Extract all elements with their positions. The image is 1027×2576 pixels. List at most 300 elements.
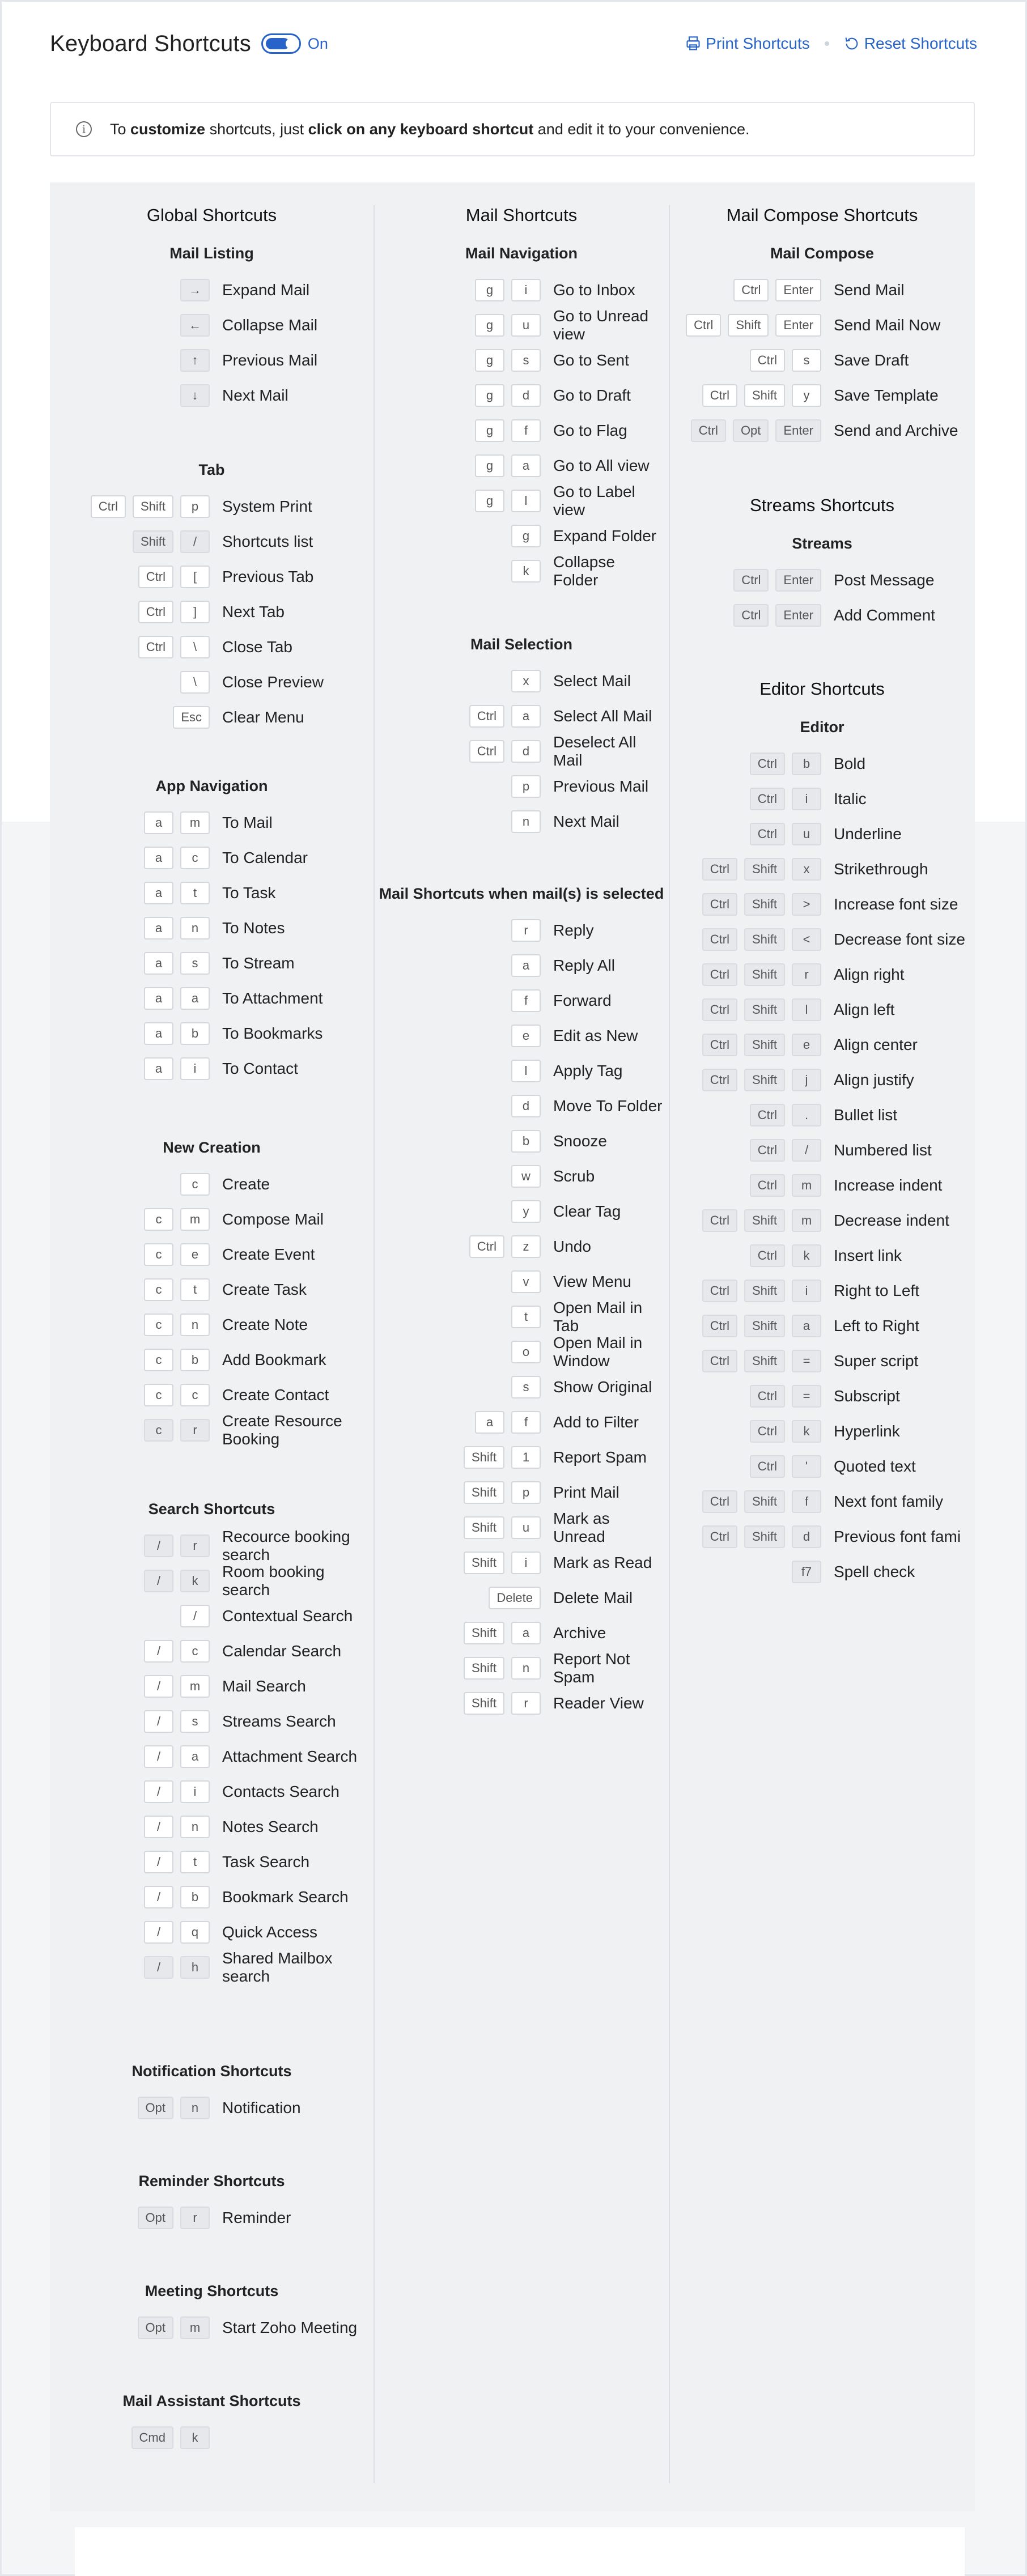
- key-cap[interactable]: g: [475, 454, 504, 477]
- shortcut-keys[interactable]: [50, 1921, 210, 1944]
- key-cap[interactable]: m: [792, 1174, 821, 1197]
- shortcut-row-streams-search[interactable]: [50, 1708, 374, 1735]
- shortcut-row-open-mail-in-tab[interactable]: [374, 1299, 669, 1334]
- shortcut-row-next-font-family[interactable]: [669, 1488, 975, 1515]
- key-cap[interactable]: Ctrl: [702, 1490, 737, 1513]
- key-cap[interactable]: e: [511, 1025, 541, 1047]
- key-cap[interactable]: m: [180, 1675, 210, 1698]
- shortcut-row-add-to-filter[interactable]: [374, 1409, 669, 1436]
- shortcut-row-close-tab[interactable]: [50, 634, 374, 661]
- shortcut-keys[interactable]: [50, 2097, 210, 2119]
- key-cap[interactable]: r: [180, 1534, 210, 1557]
- key-cap[interactable]: Shift: [728, 314, 769, 337]
- shortcut-keys[interactable]: [374, 740, 541, 763]
- shortcut-row-reminder[interactable]: [50, 2204, 374, 2231]
- shortcut-keys[interactable]: [669, 1209, 821, 1232]
- key-cap[interactable]: /: [180, 530, 210, 553]
- key-cap[interactable]: b: [511, 1130, 541, 1153]
- key-cap[interactable]: s: [511, 349, 541, 372]
- shortcut-keys[interactable]: [669, 928, 821, 951]
- shortcut-keys[interactable]: [374, 1446, 541, 1469]
- key-cap[interactable]: a: [180, 1745, 210, 1768]
- shortcut-keys[interactable]: [374, 1130, 541, 1153]
- key-cap[interactable]: /: [144, 1745, 173, 1768]
- shortcut-keys[interactable]: [50, 1640, 210, 1663]
- key-cap[interactable]: b: [180, 1886, 210, 1908]
- key-cap[interactable]: f7: [792, 1561, 821, 1583]
- shortcut-row-send-and-archive[interactable]: [669, 417, 975, 444]
- shortcut-keys[interactable]: [50, 882, 210, 904]
- key-cap[interactable]: Ctrl: [733, 569, 769, 592]
- shortcut-row-previous-mail[interactable]: [374, 773, 669, 800]
- key-cap[interactable]: e: [792, 1034, 821, 1056]
- shortcut-keys[interactable]: [669, 1420, 821, 1443]
- shortcut-row-right-to-left[interactable]: [669, 1277, 975, 1304]
- shortcut-row-add-comment[interactable]: [669, 602, 975, 629]
- shortcut-row-undo[interactable]: [374, 1233, 669, 1260]
- shortcut-row-bookmark-search[interactable]: [50, 1884, 374, 1911]
- key-cap[interactable]: i: [180, 1780, 210, 1803]
- key-cap[interactable]: s: [180, 952, 210, 975]
- shortcut-keys[interactable]: [374, 919, 541, 942]
- shortcut-keys[interactable]: [669, 1350, 821, 1372]
- shortcut-row-delete-mail[interactable]: [374, 1584, 669, 1612]
- shortcut-row-collapse-mail[interactable]: [50, 312, 374, 339]
- shortcut-keys[interactable]: [374, 1587, 541, 1609]
- shortcut-keys[interactable]: [374, 1270, 541, 1293]
- key-cap[interactable]: m: [180, 1208, 210, 1231]
- shortcut-keys[interactable]: [669, 1525, 821, 1548]
- key-cap[interactable]: /: [144, 1675, 173, 1698]
- key-cap[interactable]: a: [144, 1022, 173, 1045]
- shortcut-keys[interactable]: [669, 858, 821, 881]
- shortcut-keys[interactable]: [50, 1243, 210, 1266]
- shortcut-keys[interactable]: [669, 963, 821, 986]
- key-cap[interactable]: c: [180, 847, 210, 869]
- shortcut-keys[interactable]: [50, 1816, 210, 1838]
- key-cap[interactable]: c: [144, 1313, 173, 1336]
- shortcut-row-create-event[interactable]: [50, 1241, 374, 1268]
- shortcut-row-notification[interactable]: [50, 2094, 374, 2122]
- shortcut-keys[interactable]: [50, 384, 210, 407]
- key-cap[interactable]: z: [511, 1235, 541, 1258]
- key-cap[interactable]: Ctrl: [702, 1525, 737, 1548]
- shortcut-keys[interactable]: [374, 454, 541, 477]
- shortcut-keys[interactable]: [374, 1516, 541, 1539]
- shortcut-keys[interactable]: [50, 636, 210, 658]
- shortcut-row-deselect-all-mail[interactable]: [374, 733, 669, 769]
- key-cap[interactable]: f: [511, 419, 541, 442]
- key-cap[interactable]: Shift: [744, 858, 785, 881]
- key-cap[interactable]: Ctrl: [750, 788, 785, 810]
- key-cap[interactable]: Shift: [464, 1692, 504, 1715]
- shortcut-keys[interactable]: [50, 917, 210, 940]
- shortcut-keys[interactable]: [374, 989, 541, 1012]
- key-cap[interactable]: [: [180, 566, 210, 588]
- shortcut-keys[interactable]: [50, 847, 210, 869]
- key-cap[interactable]: →: [180, 279, 210, 301]
- key-cap[interactable]: Shift: [744, 1069, 785, 1091]
- key-cap[interactable]: b: [180, 1349, 210, 1371]
- key-cap[interactable]: p: [180, 495, 210, 518]
- key-cap[interactable]: >: [792, 893, 821, 916]
- reset-shortcuts-button[interactable]: [844, 35, 977, 53]
- key-cap[interactable]: Enter: [775, 604, 821, 627]
- key-cap[interactable]: s: [511, 1376, 541, 1398]
- shortcut-keys[interactable]: [669, 1244, 821, 1267]
- key-cap[interactable]: Ctrl: [702, 384, 737, 407]
- shortcut-row-to-calendar[interactable]: [50, 844, 374, 872]
- key-cap[interactable]: /: [144, 1570, 173, 1592]
- shortcut-keys[interactable]: [374, 279, 541, 301]
- shortcut-row-next-tab[interactable]: [50, 598, 374, 626]
- shortcut-keys[interactable]: [50, 601, 210, 623]
- key-cap[interactable]: c: [180, 1384, 210, 1406]
- shortcut-keys[interactable]: [669, 1315, 821, 1337]
- shortcut-keys[interactable]: [50, 1349, 210, 1371]
- key-cap[interactable]: Shift: [133, 495, 173, 518]
- shortcut-row-previous-mail[interactable]: [50, 347, 374, 374]
- shortcut-keys[interactable]: [374, 775, 541, 798]
- key-cap[interactable]: k: [180, 2426, 210, 2449]
- shortcut-keys[interactable]: [50, 1278, 210, 1301]
- key-cap[interactable]: c: [180, 1173, 210, 1196]
- shortcut-row-create-resource-booking[interactable]: [50, 1412, 374, 1448]
- shortcut-row-create-task[interactable]: [50, 1276, 374, 1303]
- key-cap[interactable]: l: [511, 490, 541, 512]
- shortcut-keys[interactable]: [50, 671, 210, 694]
- shortcut-row-increase-indent[interactable]: [669, 1172, 975, 1199]
- key-cap[interactable]: /: [144, 1816, 173, 1838]
- shortcut-keys[interactable]: [50, 314, 210, 337]
- key-cap[interactable]: k: [792, 1244, 821, 1267]
- shortcut-keys[interactable]: [50, 2207, 210, 2229]
- key-cap[interactable]: t: [511, 1306, 541, 1328]
- key-cap[interactable]: t: [180, 1851, 210, 1873]
- key-cap[interactable]: n: [180, 1816, 210, 1838]
- key-cap[interactable]: Shift: [464, 1516, 504, 1539]
- shortcut-keys[interactable]: [669, 893, 821, 916]
- shortcut-row-strikethrough[interactable]: [669, 856, 975, 883]
- key-cap[interactable]: b: [792, 753, 821, 775]
- shortcut-keys[interactable]: [669, 604, 821, 627]
- shortcut-row-create-note[interactable]: [50, 1311, 374, 1338]
- key-cap[interactable]: l: [792, 998, 821, 1021]
- key-cap[interactable]: Ctrl: [702, 1209, 737, 1232]
- key-cap[interactable]: Ctrl: [733, 604, 769, 627]
- key-cap[interactable]: a: [144, 882, 173, 904]
- key-cap[interactable]: =: [792, 1385, 821, 1408]
- key-cap[interactable]: Ctrl: [702, 928, 737, 951]
- key-cap[interactable]: Ctrl: [702, 1350, 737, 1372]
- shortcut-row-underline[interactable]: [669, 821, 975, 848]
- shortcut-keys[interactable]: [669, 1490, 821, 1513]
- shortcut-keys[interactable]: [669, 569, 821, 592]
- key-cap[interactable]: n: [511, 810, 541, 833]
- key-cap[interactable]: /: [180, 1605, 210, 1627]
- key-cap[interactable]: Ctrl: [702, 1280, 737, 1302]
- shortcut-row-clear-menu[interactable]: [50, 704, 374, 731]
- shortcut-row-select-all-mail[interactable]: [374, 703, 669, 730]
- key-cap[interactable]: m: [180, 811, 210, 834]
- key-cap[interactable]: ↓: [180, 384, 210, 407]
- shortcut-keys[interactable]: [374, 1165, 541, 1188]
- shortcut-keys[interactable]: [50, 1605, 210, 1627]
- shortcut-row-snooze[interactable]: [374, 1128, 669, 1155]
- shortcut-row-close-preview[interactable]: [50, 669, 374, 696]
- key-cap[interactable]: Ctrl: [138, 601, 173, 623]
- shortcut-keys[interactable]: [50, 1057, 210, 1080]
- shortcut-row-mark-as-unread[interactable]: [374, 1510, 669, 1545]
- shortcut-keys[interactable]: [669, 1561, 821, 1583]
- shortcut-keys[interactable]: [374, 384, 541, 407]
- shortcut-keys[interactable]: [669, 1455, 821, 1478]
- shortcut-keys[interactable]: [374, 1200, 541, 1223]
- shortcut-keys[interactable]: [669, 1034, 821, 1056]
- shortcut-row-decrease-font-size[interactable]: [669, 926, 975, 953]
- shortcut-keys[interactable]: [374, 1095, 541, 1117]
- shortcut-row-compose-mail[interactable]: [50, 1206, 374, 1233]
- shortcut-keys[interactable]: [50, 952, 210, 975]
- key-cap[interactable]: u: [511, 1516, 541, 1539]
- key-cap[interactable]: Ctrl: [702, 858, 737, 881]
- shortcut-row-calendar-search[interactable]: [50, 1638, 374, 1665]
- shortcut-row-reply[interactable]: [374, 917, 669, 944]
- shortcut-keys[interactable]: [374, 1376, 541, 1398]
- shortcut-row-quick-access[interactable]: [50, 1919, 374, 1946]
- key-cap[interactable]: Enter: [775, 314, 821, 337]
- shortcut-row-go-to-flag[interactable]: [374, 417, 669, 444]
- key-cap[interactable]: i: [511, 279, 541, 301]
- key-cap[interactable]: .: [792, 1104, 821, 1127]
- key-cap[interactable]: s: [792, 349, 821, 372]
- shortcut-keys[interactable]: [50, 1851, 210, 1873]
- key-cap[interactable]: Shift: [464, 1551, 504, 1574]
- key-cap[interactable]: Shift: [744, 963, 785, 986]
- shortcut-row-archive[interactable]: [374, 1619, 669, 1647]
- key-cap[interactable]: Ctrl: [750, 1455, 785, 1478]
- shortcut-keys[interactable]: [50, 1384, 210, 1406]
- key-cap[interactable]: Enter: [775, 419, 821, 442]
- shortcut-keys[interactable]: [374, 1025, 541, 1047]
- shortcut-keys[interactable]: [669, 419, 821, 442]
- shortcut-row-align-right[interactable]: [669, 961, 975, 988]
- key-cap[interactable]: k: [180, 1570, 210, 1592]
- shortcut-keys[interactable]: [669, 753, 821, 775]
- key-cap[interactable]: Shift: [744, 1490, 785, 1513]
- key-cap[interactable]: n: [180, 2097, 210, 2119]
- key-cap[interactable]: Shift: [744, 1350, 785, 1372]
- shortcut-row-go-to-draft[interactable]: [374, 382, 669, 409]
- key-cap[interactable]: a: [792, 1315, 821, 1337]
- shortcut-row-apply-tag[interactable]: [374, 1057, 669, 1085]
- shortcut-keys[interactable]: [374, 954, 541, 977]
- shortcut-keys[interactable]: [669, 314, 821, 337]
- key-cap[interactable]: a: [475, 1411, 504, 1434]
- shortcut-keys[interactable]: [374, 419, 541, 442]
- shortcut-row-go-to-all-view[interactable]: [374, 452, 669, 479]
- shortcut-row-expand-folder[interactable]: [374, 522, 669, 550]
- shortcut-row-align-center[interactable]: [669, 1031, 975, 1059]
- shortcut-row-align-justify[interactable]: [669, 1066, 975, 1094]
- key-cap[interactable]: f: [792, 1490, 821, 1513]
- key-cap[interactable]: a: [511, 954, 541, 977]
- shortcut-row-send-mail-now[interactable]: [669, 312, 975, 339]
- key-cap[interactable]: n: [180, 1313, 210, 1336]
- key-cap[interactable]: /: [144, 1534, 173, 1557]
- key-cap[interactable]: c: [144, 1384, 173, 1406]
- key-cap[interactable]: Ctrl: [91, 495, 126, 518]
- shortcut-row-quoted-text[interactable]: [669, 1453, 975, 1480]
- key-cap[interactable]: m: [792, 1209, 821, 1232]
- shortcut-keys[interactable]: [669, 384, 821, 407]
- shortcut-keys[interactable]: [50, 349, 210, 372]
- shortcut-keys[interactable]: [374, 810, 541, 833]
- shortcut-row-save-draft[interactable]: [669, 347, 975, 374]
- key-cap[interactable]: j: [792, 1069, 821, 1091]
- shortcut-row-notes-search[interactable]: [50, 1813, 374, 1840]
- shortcut-row-contextual-search[interactable]: [50, 1602, 374, 1630]
- shortcut-row-unlabeled[interactable]: [50, 2424, 374, 2451]
- key-cap[interactable]: Opt: [138, 2316, 173, 2339]
- key-cap[interactable]: Ctrl: [750, 1420, 785, 1443]
- shortcut-row-create[interactable]: [50, 1171, 374, 1198]
- key-cap[interactable]: /: [144, 1640, 173, 1663]
- shortcut-row-go-to-inbox[interactable]: [374, 277, 669, 304]
- key-cap[interactable]: Ctrl: [469, 1235, 504, 1258]
- shortcut-keys[interactable]: [374, 560, 541, 583]
- key-cap[interactable]: r: [180, 2207, 210, 2229]
- key-cap[interactable]: Shift: [744, 1034, 785, 1056]
- key-cap[interactable]: h: [180, 1956, 210, 1979]
- shortcut-keys[interactable]: [50, 1173, 210, 1196]
- shortcut-row-task-search[interactable]: [50, 1848, 374, 1876]
- shortcut-keys[interactable]: [669, 998, 821, 1021]
- shortcut-keys[interactable]: [374, 670, 541, 692]
- key-cap[interactable]: Ctrl: [702, 998, 737, 1021]
- key-cap[interactable]: c: [180, 1640, 210, 1663]
- shortcut-row-report-not-spam[interactable]: [374, 1650, 669, 1686]
- key-cap[interactable]: Delete: [489, 1587, 541, 1609]
- shortcut-row-select-mail[interactable]: [374, 668, 669, 695]
- key-cap[interactable]: Shift: [464, 1622, 504, 1644]
- key-cap[interactable]: Shift: [133, 530, 173, 553]
- key-cap[interactable]: Shift: [744, 928, 785, 951]
- shortcut-keys[interactable]: [374, 705, 541, 728]
- shortcut-row-reader-view[interactable]: [374, 1690, 669, 1717]
- shortcut-keys[interactable]: [374, 314, 541, 337]
- key-cap[interactable]: Shift: [464, 1657, 504, 1680]
- key-cap[interactable]: Ctrl: [691, 419, 726, 442]
- key-cap[interactable]: Shift: [464, 1446, 504, 1469]
- key-cap[interactable]: Enter: [775, 569, 821, 592]
- shortcut-row-attachment-search[interactable]: [50, 1743, 374, 1770]
- key-cap[interactable]: g: [475, 314, 504, 337]
- shortcut-row-numbered-list[interactable]: [669, 1137, 975, 1164]
- key-cap[interactable]: ←: [180, 314, 210, 337]
- shortcut-row-next-mail[interactable]: [374, 808, 669, 835]
- key-cap[interactable]: Shift: [744, 1525, 785, 1548]
- key-cap[interactable]: a: [144, 811, 173, 834]
- key-cap[interactable]: x: [511, 670, 541, 692]
- shortcut-keys[interactable]: [374, 1551, 541, 1574]
- shortcut-row-previous-font-fami[interactable]: [669, 1523, 975, 1550]
- shortcut-row-to-notes[interactable]: [50, 915, 374, 942]
- shortcut-row-to-bookmarks[interactable]: [50, 1020, 374, 1047]
- shortcuts-toggle[interactable]: [261, 33, 301, 54]
- key-cap[interactable]: s: [180, 1710, 210, 1733]
- key-cap[interactable]: Shift: [744, 384, 785, 407]
- key-cap[interactable]: i: [792, 1280, 821, 1302]
- key-cap[interactable]: Enter: [775, 279, 821, 301]
- shortcut-keys[interactable]: [50, 1313, 210, 1336]
- key-cap[interactable]: g: [475, 419, 504, 442]
- key-cap[interactable]: o: [511, 1341, 541, 1363]
- shortcut-row-go-to-label-view[interactable]: [374, 483, 669, 518]
- shortcut-keys[interactable]: [669, 349, 821, 372]
- shortcut-keys[interactable]: [50, 1675, 210, 1698]
- shortcut-row-previous-tab[interactable]: [50, 563, 374, 590]
- key-cap[interactable]: a: [144, 952, 173, 975]
- key-cap[interactable]: t: [180, 882, 210, 904]
- key-cap[interactable]: p: [511, 775, 541, 798]
- shortcut-row-decrease-indent[interactable]: [669, 1207, 975, 1234]
- shortcut-row-post-message[interactable]: [669, 567, 975, 594]
- shortcut-keys[interactable]: [50, 811, 210, 834]
- shortcut-keys[interactable]: [374, 1411, 541, 1434]
- shortcut-row-collapse-folder[interactable]: [374, 553, 669, 589]
- shortcut-keys[interactable]: [50, 987, 210, 1010]
- shortcut-keys[interactable]: [374, 1692, 541, 1715]
- shortcut-keys[interactable]: [50, 1710, 210, 1733]
- key-cap[interactable]: /: [144, 1886, 173, 1908]
- key-cap[interactable]: f: [511, 1411, 541, 1434]
- key-cap[interactable]: y: [792, 384, 821, 407]
- key-cap[interactable]: Opt: [138, 2207, 173, 2229]
- shortcut-row-shortcuts-list[interactable]: [50, 528, 374, 555]
- shortcut-keys[interactable]: [374, 349, 541, 372]
- shortcut-keys[interactable]: [374, 1306, 541, 1328]
- shortcut-row-increase-font-size[interactable]: [669, 891, 975, 918]
- key-cap[interactable]: Shift: [744, 1315, 785, 1337]
- key-cap[interactable]: Opt: [733, 419, 769, 442]
- shortcut-keys[interactable]: [50, 1780, 210, 1803]
- print-shortcuts-button[interactable]: [685, 35, 810, 53]
- shortcut-row-go-to-sent[interactable]: [374, 347, 669, 374]
- key-cap[interactable]: Ctrl: [750, 1139, 785, 1162]
- shortcut-row-add-bookmark[interactable]: [50, 1346, 374, 1374]
- shortcut-keys[interactable]: [374, 525, 541, 547]
- shortcut-row-reply-all[interactable]: [374, 952, 669, 979]
- key-cap[interactable]: Ctrl: [702, 1069, 737, 1091]
- shortcut-keys[interactable]: [669, 1385, 821, 1408]
- key-cap[interactable]: \: [180, 636, 210, 658]
- shortcut-row-print-mail[interactable]: [374, 1479, 669, 1506]
- key-cap[interactable]: Ctrl: [138, 636, 173, 658]
- shortcut-row-to-stream[interactable]: [50, 950, 374, 977]
- key-cap[interactable]: Shift: [744, 1209, 785, 1232]
- key-cap[interactable]: n: [180, 917, 210, 940]
- key-cap[interactable]: Esc: [173, 706, 210, 729]
- key-cap[interactable]: /: [144, 1851, 173, 1873]
- shortcut-keys[interactable]: [50, 2316, 210, 2339]
- shortcut-row-hyperlink[interactable]: [669, 1418, 975, 1445]
- shortcut-row-view-menu[interactable]: [374, 1268, 669, 1295]
- key-cap[interactable]: i: [180, 1057, 210, 1080]
- shortcut-row-left-to-right[interactable]: [669, 1312, 975, 1340]
- shortcut-keys[interactable]: [374, 1657, 541, 1680]
- key-cap[interactable]: Ctrl: [469, 740, 504, 763]
